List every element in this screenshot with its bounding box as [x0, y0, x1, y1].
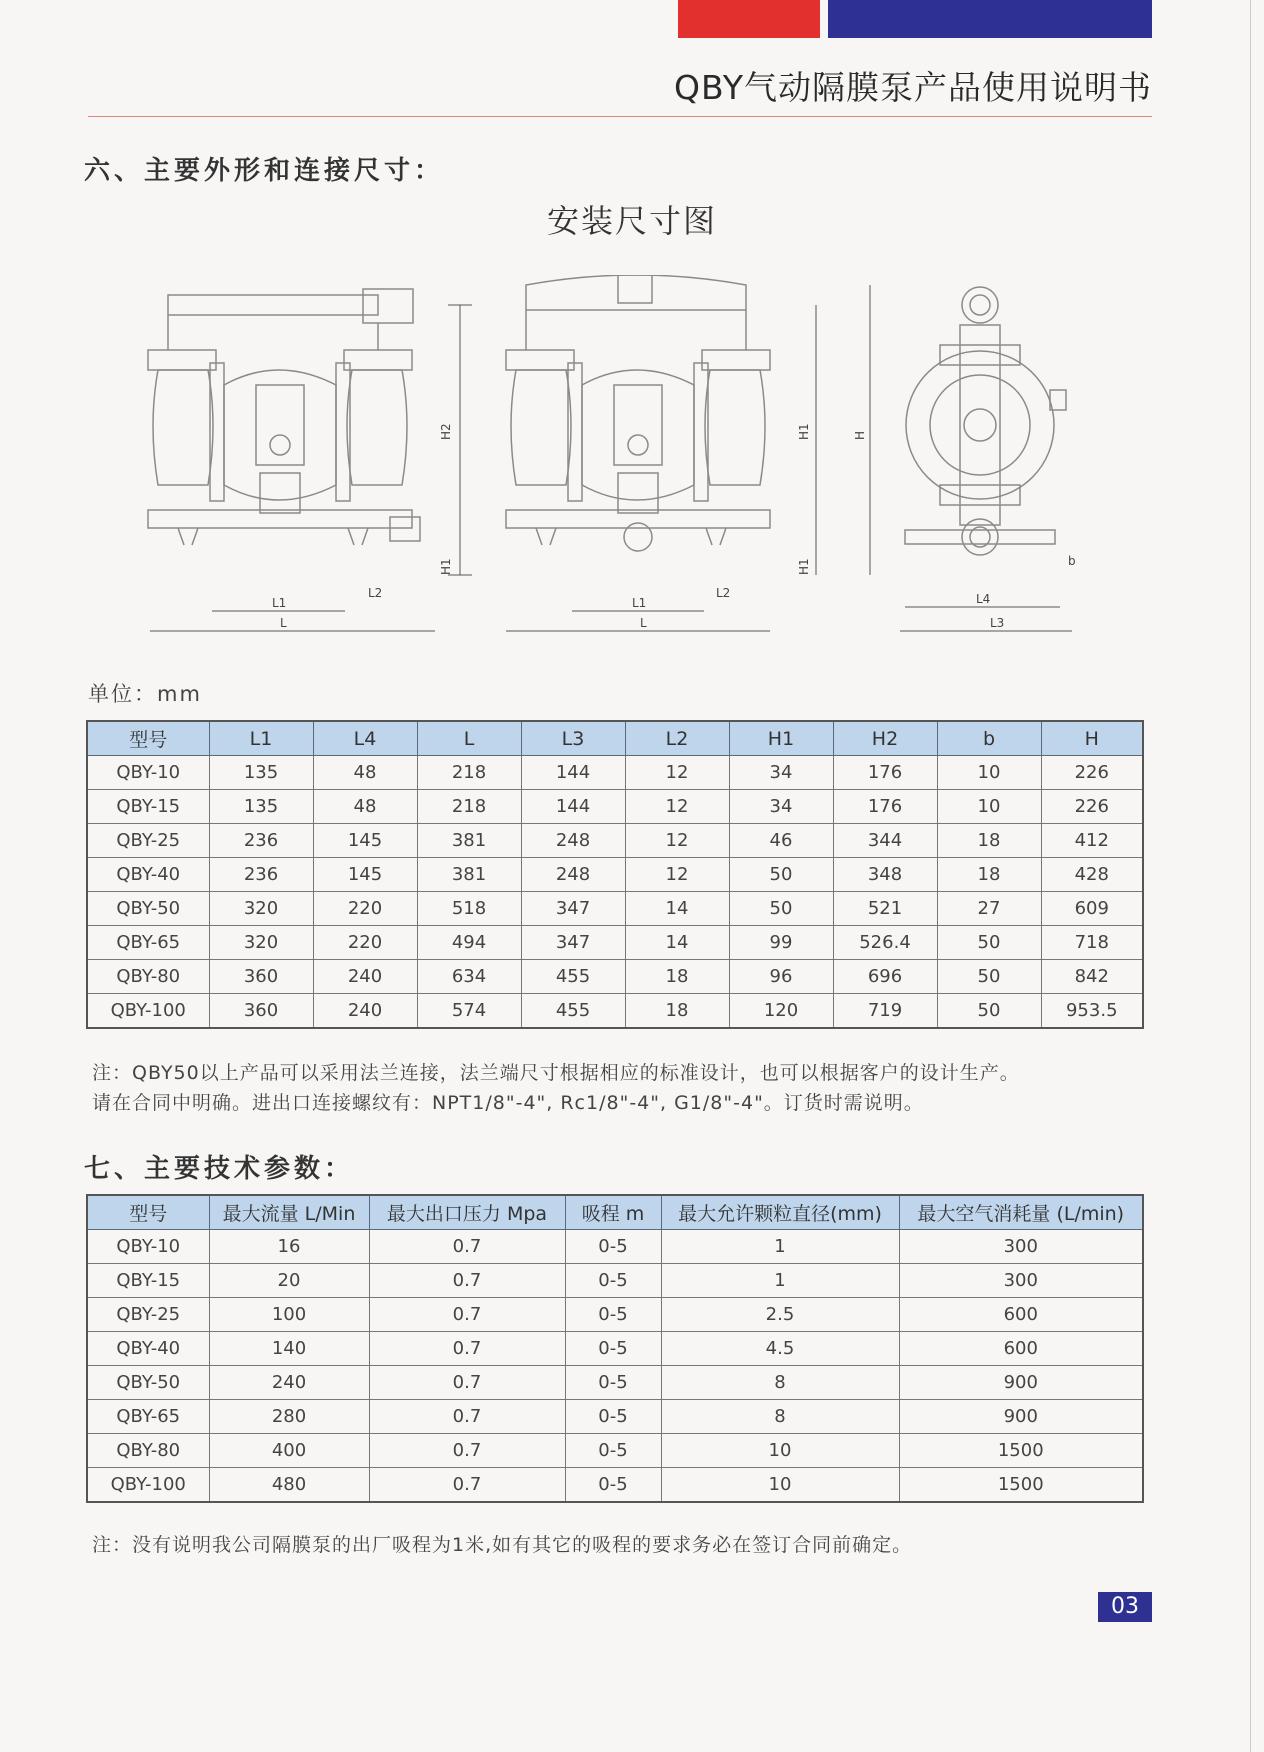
value-cell: 240: [209, 1366, 369, 1400]
value-cell: 0-5: [565, 1366, 661, 1400]
value-cell: 140: [209, 1332, 369, 1366]
value-cell: 236: [209, 858, 313, 892]
table-row: [87, 1366, 1143, 1400]
value-cell: 144: [521, 756, 625, 790]
value-cell: 99: [729, 926, 833, 960]
model-cell: QBY-40: [87, 1332, 209, 1366]
value-cell: 347: [521, 892, 625, 926]
dim-label-H1-top-middle: H1: [797, 423, 811, 440]
installation-drawings: [0, 275, 1264, 655]
value-cell: 34: [729, 790, 833, 824]
page-number: 03: [1098, 1592, 1152, 1622]
value-cell: 10: [661, 1434, 899, 1468]
table-row: [87, 858, 1143, 892]
value-cell: 176: [833, 790, 937, 824]
side-view-drawing: [905, 287, 1066, 555]
value-cell: 609: [1041, 892, 1143, 926]
front-view-drawing-left: [148, 289, 420, 545]
value-cell: 27: [937, 892, 1041, 926]
model-cell: QBY-15: [87, 790, 209, 824]
header-cell: 型号: [87, 721, 209, 756]
dim-label-L-left: L: [280, 616, 287, 630]
value-cell: 0.7: [369, 1298, 565, 1332]
header-cell: L3: [521, 721, 625, 756]
header-cell: 型号: [87, 1195, 209, 1230]
table-row: [87, 994, 1143, 1029]
front-view-drawing-middle: [506, 275, 770, 551]
table-row: [87, 1400, 1143, 1434]
value-cell: 412: [1041, 824, 1143, 858]
model-cell: QBY-100: [87, 1468, 209, 1503]
value-cell: 600: [899, 1332, 1143, 1366]
model-cell: QBY-80: [87, 960, 209, 994]
value-cell: 18: [937, 858, 1041, 892]
technical-parameters-table: [86, 1194, 1144, 1503]
header-cell: 最大出口压力 Mpa: [369, 1195, 565, 1230]
model-cell: QBY-40: [87, 858, 209, 892]
header-cell: H2: [833, 721, 937, 756]
value-cell: 135: [209, 790, 313, 824]
value-cell: 1: [661, 1264, 899, 1298]
value-cell: 248: [521, 824, 625, 858]
table-row: [87, 892, 1143, 926]
value-cell: 574: [417, 994, 521, 1029]
table-row: [87, 1434, 1143, 1468]
value-cell: 240: [313, 960, 417, 994]
value-cell: 320: [209, 926, 313, 960]
header-cell: L4: [313, 721, 417, 756]
header-cell: H1: [729, 721, 833, 756]
unit-label: 单位：mm: [88, 682, 202, 706]
value-cell: 0-5: [565, 1298, 661, 1332]
value-cell: 0.7: [369, 1434, 565, 1468]
table-row: [87, 756, 1143, 790]
value-cell: 8: [661, 1366, 899, 1400]
dimensions-note-line-1: 注：QBY50以上产品可以采用法兰连接，法兰端尺寸根据相应的标准设计，也可以根据客户的设计生产。: [92, 1062, 1020, 1084]
table-row: [87, 1264, 1143, 1298]
scan-edge-line: [1250, 0, 1251, 1752]
value-cell: 12: [625, 790, 729, 824]
header-cell: b: [937, 721, 1041, 756]
value-cell: 900: [899, 1400, 1143, 1434]
value-cell: 48: [313, 756, 417, 790]
dimensions-table-body: [87, 756, 1143, 1029]
value-cell: 236: [209, 824, 313, 858]
value-cell: 526.4: [833, 926, 937, 960]
value-cell: 344: [833, 824, 937, 858]
dim-label-L2-left: L2: [368, 586, 383, 600]
value-cell: 0.7: [369, 1400, 565, 1434]
model-cell: QBY-80: [87, 1434, 209, 1468]
value-cell: 4.5: [661, 1332, 899, 1366]
value-cell: 1500: [899, 1434, 1143, 1468]
header-cell: 最大流量 L/Min: [209, 1195, 369, 1230]
dim-label-H1-left: H1: [439, 558, 453, 575]
header-blue-bar: [828, 0, 1152, 38]
value-cell: 348: [833, 858, 937, 892]
table-row: [87, 960, 1143, 994]
value-cell: 96: [729, 960, 833, 994]
model-cell: QBY-15: [87, 1264, 209, 1298]
table-row: [87, 824, 1143, 858]
value-cell: 0.7: [369, 1332, 565, 1366]
value-cell: 455: [521, 960, 625, 994]
diagram-title: 安装尺寸图: [546, 202, 717, 240]
value-cell: 120: [729, 994, 833, 1029]
value-cell: 842: [1041, 960, 1143, 994]
value-cell: 10: [661, 1468, 899, 1503]
value-cell: 634: [417, 960, 521, 994]
value-cell: 0.7: [369, 1264, 565, 1298]
table-row: [87, 790, 1143, 824]
value-cell: 46: [729, 824, 833, 858]
value-cell: 10: [937, 790, 1041, 824]
value-cell: 145: [313, 824, 417, 858]
header-cell: H: [1041, 721, 1143, 756]
dim-label-b: b: [1068, 554, 1076, 568]
value-cell: 135: [209, 756, 313, 790]
header-cell: 最大允许颗粒直径(mm): [661, 1195, 899, 1230]
dim-label-L-middle: L: [640, 616, 647, 630]
header-red-bar: [678, 0, 820, 38]
model-cell: QBY-25: [87, 1298, 209, 1332]
value-cell: 100: [209, 1298, 369, 1332]
value-cell: 0-5: [565, 1434, 661, 1468]
dim-label-L1-left: L1: [272, 596, 287, 610]
value-cell: 226: [1041, 756, 1143, 790]
value-cell: 248: [521, 858, 625, 892]
value-cell: 218: [417, 756, 521, 790]
value-cell: 50: [729, 892, 833, 926]
value-cell: 144: [521, 790, 625, 824]
value-cell: 428: [1041, 858, 1143, 892]
value-cell: 18: [625, 994, 729, 1029]
model-cell: QBY-50: [87, 892, 209, 926]
value-cell: 145: [313, 858, 417, 892]
technical-note: 注：没有说明我公司隔膜泵的出厂吸程为1米,如有其它的吸程的要求务必在签订合同前确定。: [92, 1534, 913, 1556]
value-cell: 220: [313, 926, 417, 960]
header-cell: 最大空气消耗量 (L/min): [899, 1195, 1143, 1230]
value-cell: 280: [209, 1400, 369, 1434]
value-cell: 0-5: [565, 1230, 661, 1264]
model-cell: QBY-10: [87, 1230, 209, 1264]
model-cell: QBY-65: [87, 926, 209, 960]
dim-label-H1-bottom-middle: H1: [797, 558, 811, 575]
value-cell: 1500: [899, 1468, 1143, 1503]
value-cell: 360: [209, 960, 313, 994]
dim-label-H2: H2: [439, 423, 453, 440]
value-cell: 718: [1041, 926, 1143, 960]
section-7-heading: 七、主要技术参数：: [84, 1154, 355, 1184]
value-cell: 0.7: [369, 1468, 565, 1503]
table-row: [87, 1332, 1143, 1366]
model-cell: QBY-100: [87, 994, 209, 1029]
model-cell: QBY-25: [87, 824, 209, 858]
value-cell: 12: [625, 824, 729, 858]
value-cell: 12: [625, 858, 729, 892]
value-cell: 455: [521, 994, 625, 1029]
header-cell: L1: [209, 721, 313, 756]
value-cell: 2.5: [661, 1298, 899, 1332]
table-row: [87, 1298, 1143, 1332]
dim-label-L2-middle: L2: [716, 586, 731, 600]
dim-label-H: H: [853, 430, 867, 440]
value-cell: 48: [313, 790, 417, 824]
dimensions-table: [86, 720, 1144, 1029]
table-row: [87, 1468, 1143, 1503]
value-cell: 0-5: [565, 1264, 661, 1298]
dimensions-note-line-2: 请在合同中明确。进出口连接螺纹有：NPT1/8"-4", Rc1/8"-4", G1/8"-4"。订货时需说明。: [92, 1092, 924, 1114]
table-header-row: [87, 1195, 1143, 1230]
value-cell: 360: [209, 994, 313, 1029]
value-cell: 480: [209, 1468, 369, 1503]
value-cell: 900: [899, 1366, 1143, 1400]
value-cell: 719: [833, 994, 937, 1029]
table-row: [87, 1230, 1143, 1264]
value-cell: 494: [417, 926, 521, 960]
value-cell: 50: [937, 960, 1041, 994]
value-cell: 176: [833, 756, 937, 790]
value-cell: 0-5: [565, 1332, 661, 1366]
value-cell: 14: [625, 926, 729, 960]
value-cell: 0-5: [565, 1468, 661, 1503]
value-cell: 16: [209, 1230, 369, 1264]
dim-label-L3: L3: [990, 616, 1005, 630]
value-cell: 300: [899, 1264, 1143, 1298]
model-cell: QBY-65: [87, 1400, 209, 1434]
title-divider: [88, 116, 1152, 117]
value-cell: 226: [1041, 790, 1143, 824]
value-cell: 696: [833, 960, 937, 994]
document-title: QBY气动隔膜泵产品使用说明书: [674, 68, 1152, 107]
value-cell: 220: [313, 892, 417, 926]
table-row: [87, 926, 1143, 960]
value-cell: 0.7: [369, 1230, 565, 1264]
value-cell: 240: [313, 994, 417, 1029]
value-cell: 0-5: [565, 1400, 661, 1434]
value-cell: 10: [937, 756, 1041, 790]
value-cell: 18: [625, 960, 729, 994]
value-cell: 953.5: [1041, 994, 1143, 1029]
value-cell: 50: [937, 994, 1041, 1029]
value-cell: 320: [209, 892, 313, 926]
value-cell: 600: [899, 1298, 1143, 1332]
header-cell: L2: [625, 721, 729, 756]
section-6-heading: 六、主要外形和连接尺寸：: [84, 156, 445, 186]
value-cell: 400: [209, 1434, 369, 1468]
value-cell: 518: [417, 892, 521, 926]
value-cell: 34: [729, 756, 833, 790]
value-cell: 50: [937, 926, 1041, 960]
dim-label-L4: L4: [976, 592, 991, 606]
technical-parameters-table-body: [87, 1230, 1143, 1503]
value-cell: 381: [417, 858, 521, 892]
model-cell: QBY-50: [87, 1366, 209, 1400]
value-cell: 521: [833, 892, 937, 926]
value-cell: 8: [661, 1400, 899, 1434]
value-cell: 218: [417, 790, 521, 824]
value-cell: 18: [937, 824, 1041, 858]
value-cell: 1: [661, 1230, 899, 1264]
model-cell: QBY-10: [87, 756, 209, 790]
value-cell: 347: [521, 926, 625, 960]
table-header-row: [87, 721, 1143, 756]
value-cell: 12: [625, 756, 729, 790]
dim-label-L1-middle: L1: [632, 596, 647, 610]
value-cell: 20: [209, 1264, 369, 1298]
header-cell: 吸程 m: [565, 1195, 661, 1230]
value-cell: 50: [729, 858, 833, 892]
value-cell: 381: [417, 824, 521, 858]
value-cell: 300: [899, 1230, 1143, 1264]
header-cell: L: [417, 721, 521, 756]
value-cell: 0.7: [369, 1366, 565, 1400]
value-cell: 14: [625, 892, 729, 926]
